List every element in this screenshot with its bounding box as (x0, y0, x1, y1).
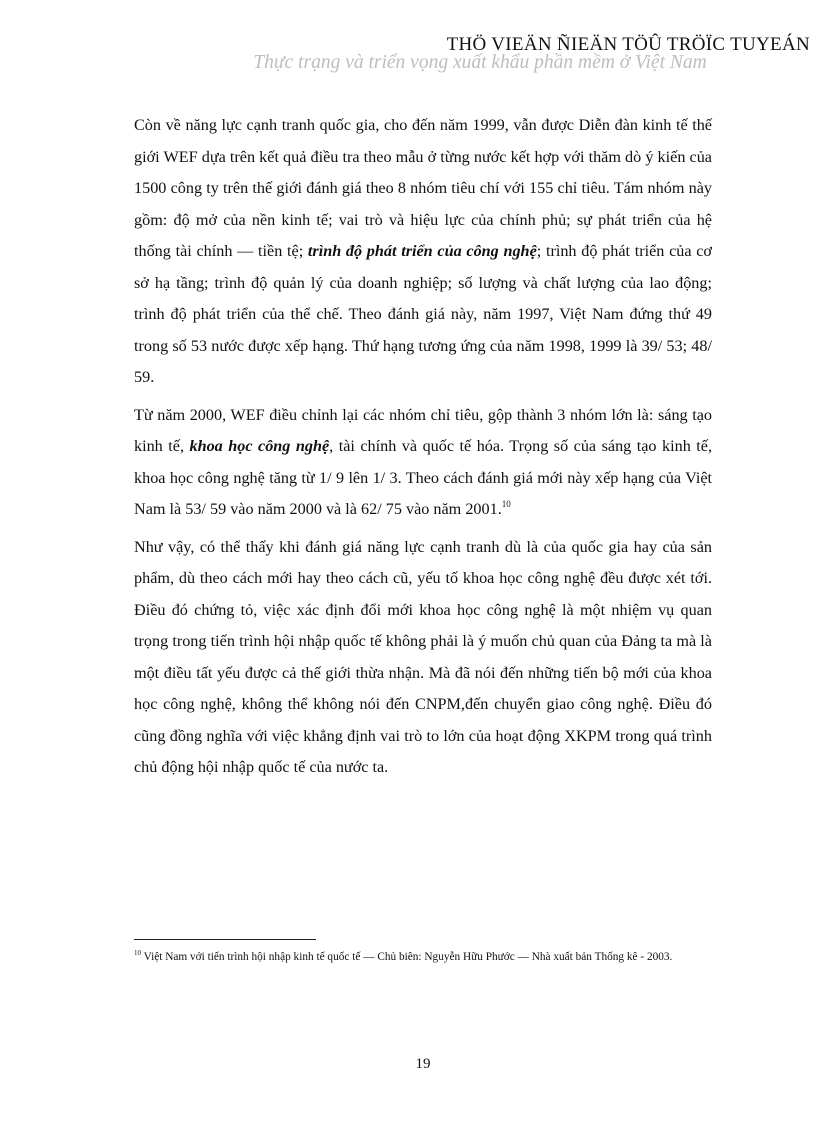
paragraph-text: ; trình độ phát triển của cơ sở hạ tầng; trình độ quản lý của doanh nghiệp; số lượng và chất lượng của lao động; trình độ phát triển của thể chế. Theo đánh giá này, năm 1997, Việt Nam đứng thứ 49 trong số 53 nước được xếp hạng. Thứ hạng tương ứng của năm 1998, 1999 là 39/ 53; 48/ 59. (134, 242, 712, 386)
emphasis-text: khoa học công nghệ (189, 437, 330, 455)
running-header-title: Thực trạng và triển vọng xuất khẩu phần mềm ở Việt Nam (253, 52, 707, 73)
paragraph-text: Còn về năng lực cạnh tranh quốc gia, cho đến năm 1999, vẫn được Diễn đàn kinh tế thế giới WEF dựa trên kết quả điều tra theo mẫu ở từng nước kết hợp với thăm dò ý kiến của 1500 công ty trên thế giới đánh giá theo 8 nhóm tiêu chí với 155 chỉ tiêu. Tám nhóm này gồm: độ mở của nền kinh tế; vai trò và hiệu lực của chính phủ; sự phát triển của hệ thống tài chính — tiền tệ; (134, 116, 712, 260)
footnote-text: Việt Nam với tiến trình hội nhập kinh tế quốc tế — Chủ biên: Nguyễn Hữu Phước — Nhà xuất bản Thống kê - 2003. (141, 951, 673, 963)
footnote-reference[interactable]: 10 (501, 499, 511, 509)
paragraph-wef-2000 (134, 400, 712, 526)
paragraph-conclusion: Như vậy, có thể thấy khi đánh giá năng lực cạnh tranh dù là của quốc gia hay của sản phẩm, dù theo cách mới hay theo cách cũ, yếu tố khoa học công nghệ đều được xét tới. Điều đó chứng tỏ, việc xác định đổi mới khoa học công nghệ là một nhiệm vụ quan trọng trong tiến trình hội nhập quốc tế không phải là ý muốn chủ quan của Đảng ta mà là một điều tất yếu được cả thế giới thừa nhận. Mà đã nói đến những tiến bộ mới của khoa học công nghệ, không thể không nói đến CNPM,đến chuyển giao công nghệ. Điều đó cũng đồng nghĩa với việc khẳng định vai trò to lớn của hoạt động XKPM trong quá trình chủ động hội nhập quốc tế của nước ta. (134, 537, 712, 776)
paragraph-national-competitiveness (134, 110, 712, 394)
footnote (134, 946, 712, 968)
emphasis-text: trình độ phát triển của công nghệ (307, 242, 537, 260)
footnote-marker: 10 (134, 949, 141, 957)
body-text (134, 110, 712, 790)
library-watermark: THÖ VIEÄN ÑIEÄN TÖÛ TRÖÏC TUYEÁN (446, 34, 810, 55)
paragraph-text: Từ năm 2000, WEF điều chỉnh lại các nhóm chỉ tiêu, gộp thành 3 nhóm lớn là: sáng tạo kinh tế, (134, 405, 712, 455)
footnote-divider (134, 939, 316, 940)
paragraph-text: , tài chính và quốc tế hóa. Trọng số của sáng tạo kinh tế, khoa học công nghệ tăng từ 1/ 9 lên 1/ 3. Theo cách đánh giá mới này xếp hạng của Việt Nam là 53/ 59 vào năm 2000 và là 62/ 75 vào năm 2001. (134, 437, 713, 518)
page-number: 19 (415, 1056, 431, 1072)
